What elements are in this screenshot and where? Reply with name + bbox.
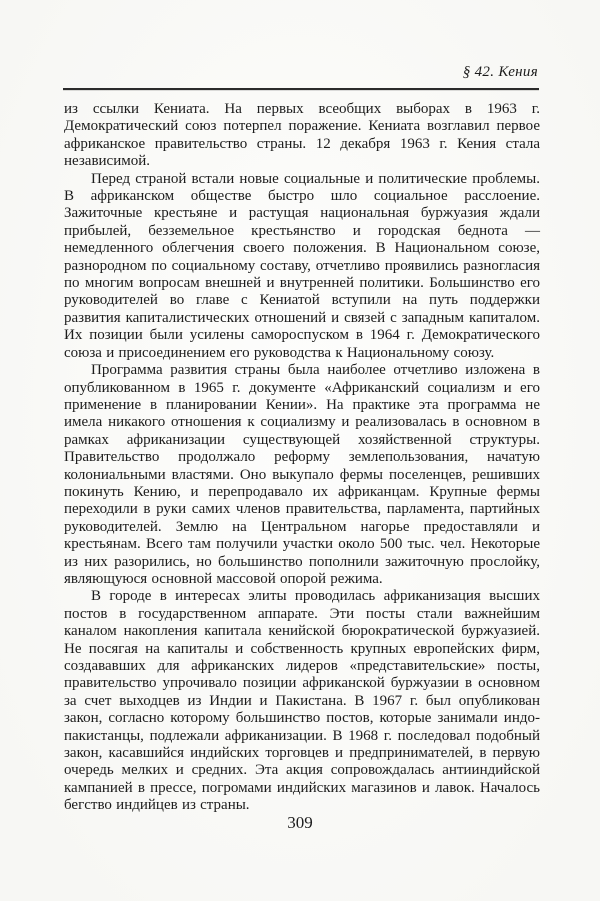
paragraph: В городе в интересах элиты проводилась африканизация высших постов в государственном аппарате. Эти посты стали важнейшим каналом накопления капитала кенийской бюрократической буржуазией. Не посягая на капиталы и собственность крупных европейских фирм, создававших для африканских лидеров «представительские» посты, правительство упрочивало позиции африканской буржуазии в основном за счет выходцев из Индии и Пакистана. В 1967 г. был опубликован закон, согласно которому большинство постов, которые занимали индо-пакистанцы, подлежали африканизации. В 1968 г. последовал подобный закон, касавшийся индийских торговцев и предпринимателей, в первую очередь мелких и средних. Эта акция сопровождалась антииндийской кампанией в прессе, погромами индийских магазинов и лавок. Началось бегство индийцев из страны. [64, 588, 540, 814]
header-rule-divider [63, 88, 539, 90]
running-header-section-title: § 42. Кения [462, 64, 538, 80]
page-number: 309 [287, 813, 313, 832]
paragraph: Программа развития страны была наиболее отчетливо изложена в опубликованном в 1965 г. документе «Африканский социализм и его применение в планировании Кении». На практике эта программа не имела никакого отношения к социализму и реализовалась в основном в рамках африканизации существующей хозяйственной структуры. Правительство продолжало реформу землепользования, начатую колониальными властями. Оно выкупало фермы поселенцев, решивших покинуть Кению, и перепродавало их африканцам. Крупные фермы переходили в руки самих членов правительства, парламента, партийных руководителей. Землю на Центральном нагорье предоставляли и крестьянам. Всего там получили участки около 500 тыс. чел. Некоторые из них разорились, но большинство пополнили зажиточную прослойку, являющуюся основной массовой опорой режима. [64, 362, 540, 587]
paragraph: Перед страной встали новые социальные и политические проблемы. В африканском обществе быстро шло социальное расслоение. Зажиточные крестьяне и растущая национальная буржуазия ждали прибылей, безземельное крестьянство и городская беднота — немедленного облегчения своего положения. В Национальном союзе, разнородном по социальному составу, отчетливо проявились разногласия по многим вопросам внешней и внутренней политики. Большинство его руководителей во главе с Кениатой вступили на путь поддержки развития капиталистических отношений и связей с западным капиталом. Их позиции были усилены самороспуском в 1964 г. Демократического союза и присоединением его руководства к Национальному союзу. [64, 170, 540, 361]
body-text [64, 101, 540, 815]
paragraph-continuation: из ссылки Кениата. На первых всеобщих выборах в 1963 г. Демократический союз потерпел поражение. Кениата возглавил первое африканское правительство страны. 12 декабря 1963 г. Кения стала независимой. [64, 101, 540, 170]
